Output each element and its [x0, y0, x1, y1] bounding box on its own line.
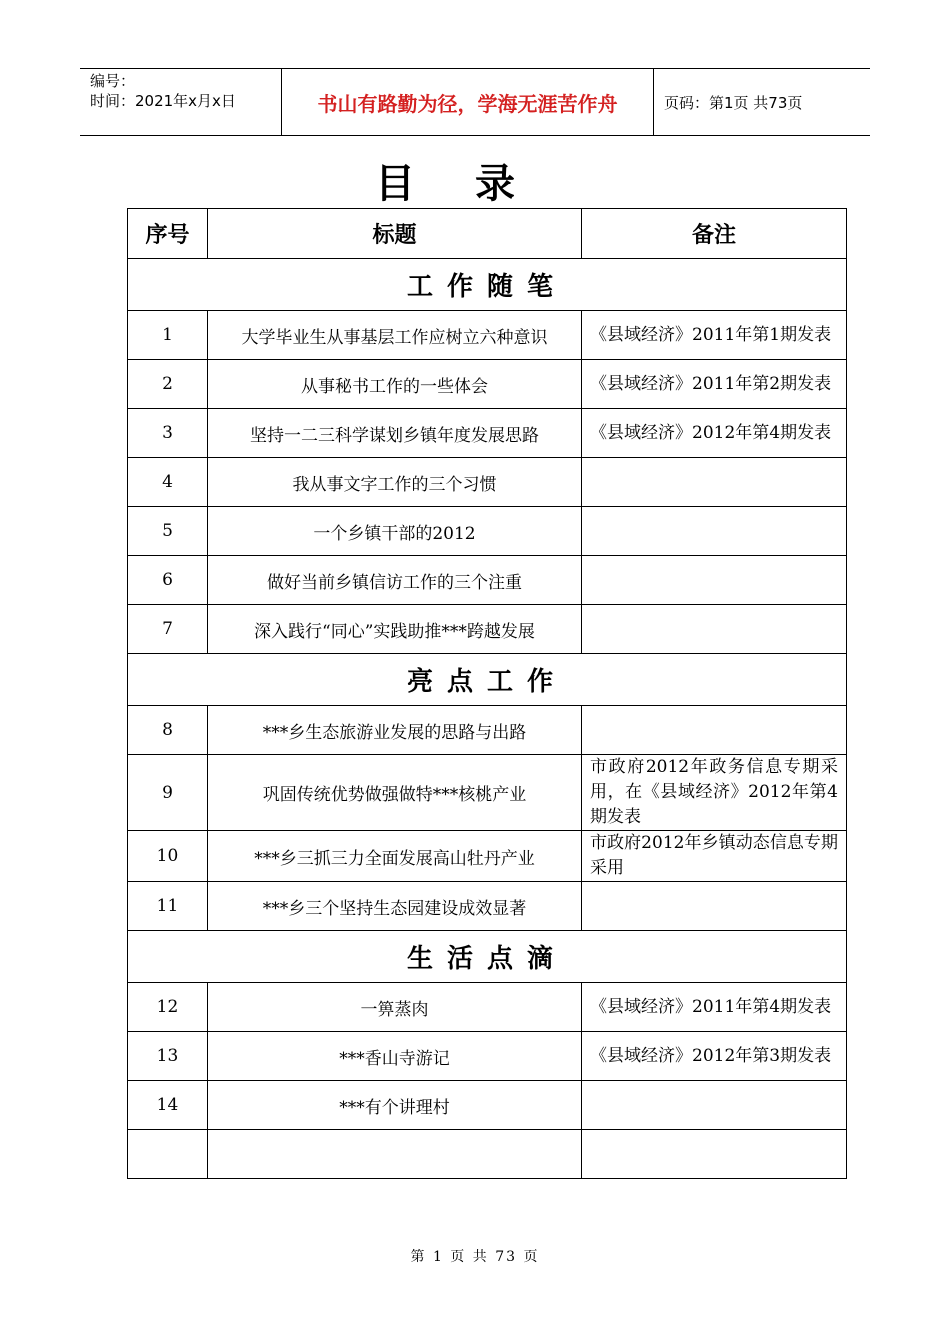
- row-title: 一箅蒸肉: [208, 983, 582, 1032]
- section-heading-row: [128, 931, 847, 983]
- row-number: 4: [128, 458, 208, 507]
- row-number: 13: [128, 1032, 208, 1081]
- row-note: [582, 1081, 847, 1130]
- row-number: 11: [128, 882, 208, 931]
- row-number: 6: [128, 556, 208, 605]
- row-note: [582, 706, 847, 755]
- column-header-note: 备注: [582, 209, 847, 259]
- row-note: 《县域经济》2011年第4期发表: [582, 983, 847, 1032]
- row-note: 《县域经济》2012年第3期发表: [582, 1032, 847, 1081]
- row-note: 《县域经济》2011年第1期发表: [582, 311, 847, 360]
- table-row: [128, 311, 847, 360]
- column-header-title: 标题: [208, 209, 582, 259]
- row-note: 市政府2012年乡镇动态信息专期采用: [582, 831, 847, 882]
- row-number: 8: [128, 706, 208, 755]
- table-row: [128, 831, 847, 882]
- row-number: 3: [128, 409, 208, 458]
- row-note: [582, 605, 847, 654]
- table-row: [128, 1032, 847, 1081]
- row-number: 14: [128, 1081, 208, 1130]
- table-row: [128, 882, 847, 931]
- row-note: [582, 882, 847, 931]
- row-number: 7: [128, 605, 208, 654]
- table-header-row: [128, 209, 847, 259]
- row-title: 从事秘书工作的一些体会: [208, 360, 582, 409]
- table-row: [128, 605, 847, 654]
- row-note: 《县域经济》2011年第2期发表: [582, 360, 847, 409]
- serial-label: 编号：: [90, 72, 136, 90]
- header-meta: [80, 69, 282, 135]
- header-page-info: 页码：第1页 共73页: [664, 93, 803, 112]
- row-number: 2: [128, 360, 208, 409]
- section-heading: 工作随笔: [128, 259, 847, 311]
- table-row: [128, 1130, 847, 1179]
- row-note: [582, 556, 847, 605]
- row-number: 9: [128, 755, 208, 831]
- row-title: ***有个讲理村: [208, 1081, 582, 1130]
- table-row: [128, 755, 847, 831]
- header-motto: 书山有路勤为径，学海无涯苦作舟: [282, 69, 654, 135]
- row-number: 5: [128, 507, 208, 556]
- toc-table: [127, 208, 847, 1179]
- row-title: ***乡生态旅游业发展的思路与出路: [208, 706, 582, 755]
- table-row: [128, 706, 847, 755]
- row-title: ***乡三个坚持生态园建设成效显著: [208, 882, 582, 931]
- section-heading: 亮点工作: [128, 654, 847, 706]
- table-row: [128, 556, 847, 605]
- row-note: [582, 458, 847, 507]
- table-row: [128, 507, 847, 556]
- page-footer: 第 1 页 共 73 页: [410, 1249, 540, 1265]
- row-title: [208, 1130, 582, 1179]
- table-row: [128, 409, 847, 458]
- table-row: [128, 983, 847, 1032]
- column-header-number: 序号: [128, 209, 208, 259]
- section-heading: 生活点滴: [128, 931, 847, 983]
- row-title: 深入践行“同心”实践助推***跨越发展: [208, 605, 582, 654]
- table-row: [128, 1081, 847, 1130]
- row-title: ***香山寺游记: [208, 1032, 582, 1081]
- row-title: 我从事文字工作的三个习惯: [208, 458, 582, 507]
- time-label: 时间：2021年x月x日: [90, 92, 236, 110]
- row-number: [128, 1130, 208, 1179]
- page-header: [80, 68, 870, 136]
- row-title: 巩固传统优势做强做特***核桃产业: [208, 755, 582, 831]
- table-row: [128, 360, 847, 409]
- row-note: 市政府2012年政务信息专期采用，在《县域经济》2012年第4期发表: [582, 755, 847, 831]
- row-number: 1: [128, 311, 208, 360]
- row-title: 一个乡镇干部的2012: [208, 507, 582, 556]
- row-title: ***乡三抓三力全面发展高山牡丹产业: [208, 831, 582, 882]
- section-heading-row: [128, 259, 847, 311]
- page-title: 目录: [375, 161, 575, 207]
- row-note: 《县域经济》2012年第4期发表: [582, 409, 847, 458]
- row-note: [582, 507, 847, 556]
- table-row: [128, 458, 847, 507]
- row-number: 12: [128, 983, 208, 1032]
- toc-body: [128, 259, 847, 1179]
- row-title: 大学毕业生从事基层工作应树立六种意识: [208, 311, 582, 360]
- row-number: 10: [128, 831, 208, 882]
- section-heading-row: [128, 654, 847, 706]
- row-title: 坚持一二三科学谋划乡镇年度发展思路: [208, 409, 582, 458]
- row-title: 做好当前乡镇信访工作的三个注重: [208, 556, 582, 605]
- row-note: [582, 1130, 847, 1179]
